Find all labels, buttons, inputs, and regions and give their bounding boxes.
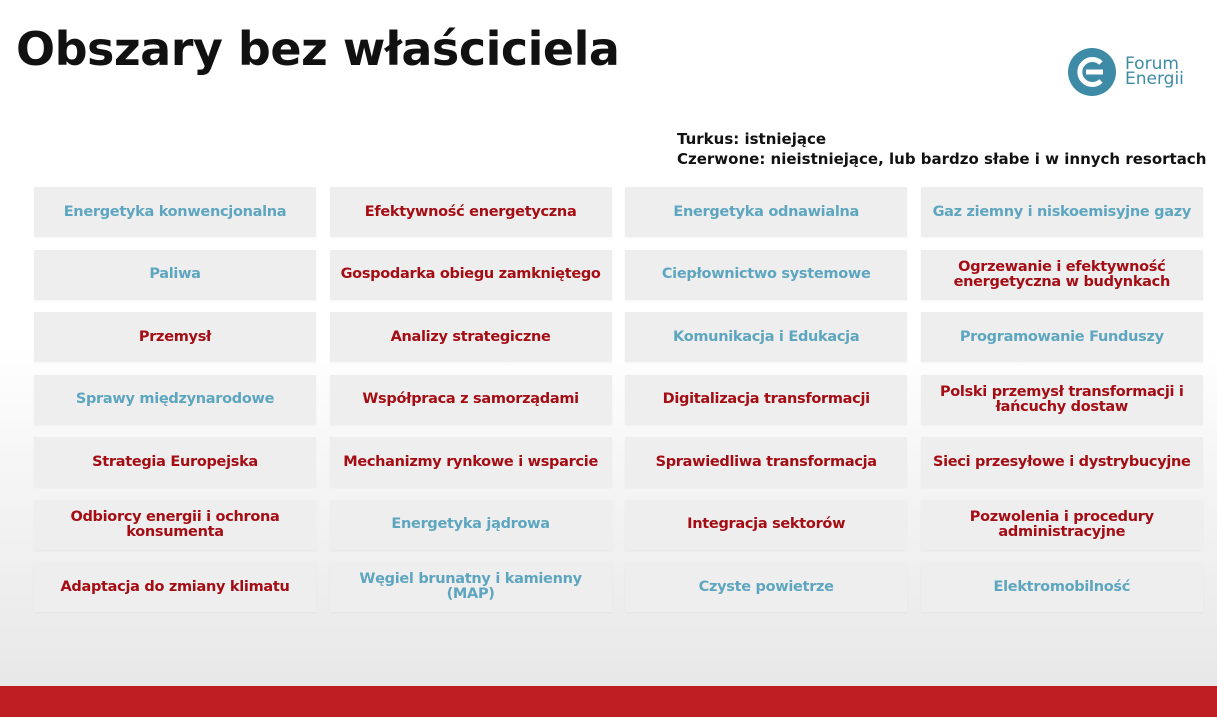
area-cell: Węgiel brunatny i kamienny (MAP) [330, 562, 612, 612]
forum-energii-logo-icon [1068, 48, 1116, 96]
logo-wordmark [1125, 54, 1184, 89]
logo-line-2: Energii [1125, 69, 1184, 89]
area-cell: Sprawy międzynarodowe [34, 375, 316, 425]
color-legend [677, 129, 1206, 169]
area-cell: Integracja sektorów [625, 500, 907, 550]
areas-grid [34, 187, 1203, 612]
forum-energii-logo [1068, 48, 1184, 96]
legend-existing: Turkus: istniejące [677, 130, 827, 148]
area-cell: Czyste powietrze [625, 562, 907, 612]
area-cell: Gaz ziemny i niskoemisyjne gazy [921, 187, 1203, 237]
area-cell: Gospodarka obiegu zamkniętego [330, 250, 612, 300]
area-cell: Komunikacja i Edukacja [625, 312, 907, 362]
area-cell: Przemysł [34, 312, 316, 362]
area-cell: Programowanie Funduszy [921, 312, 1203, 362]
area-cell: Mechanizmy rynkowe i wsparcie [330, 437, 612, 487]
area-cell: Strategia Europejska [34, 437, 316, 487]
area-cell: Adaptacja do zmiany klimatu [34, 562, 316, 612]
area-cell: Digitalizacja transformacji [625, 375, 907, 425]
area-cell: Energetyka konwencjonalna [34, 187, 316, 237]
area-cell: Współpraca z samorządami [330, 375, 612, 425]
area-cell: Odbiorcy energii i ochrona konsumenta [34, 500, 316, 550]
area-cell: Efektywność energetyczna [330, 187, 612, 237]
area-cell: Sprawiedliwa transformacja [625, 437, 907, 487]
area-cell: Analizy strategiczne [330, 312, 612, 362]
area-cell: Elektromobilność [921, 562, 1203, 612]
slide-title: Obszary bez właściciela [16, 22, 620, 76]
area-cell: Energetyka odnawialna [625, 187, 907, 237]
area-cell: Paliwa [34, 250, 316, 300]
area-cell: Ciepłownictwo systemowe [625, 250, 907, 300]
legend-missing: Czerwone: nieistniejące, lub bardzo słabe i w innych resortach [677, 150, 1207, 168]
area-cell: Sieci przesyłowe i dystrybucyjne [921, 437, 1203, 487]
logo-line-1: Forum [1125, 54, 1179, 74]
area-cell: Pozwolenia i procedury administracyjne [921, 500, 1203, 550]
area-cell: Energetyka jądrowa [330, 500, 612, 550]
area-cell: Ogrzewanie i efektywność energetyczna w budynkach [921, 250, 1203, 300]
area-cell: Polski przemysł transformacji i łańcuchy dostaw [921, 375, 1203, 425]
bottom-accent-bar [0, 686, 1217, 717]
